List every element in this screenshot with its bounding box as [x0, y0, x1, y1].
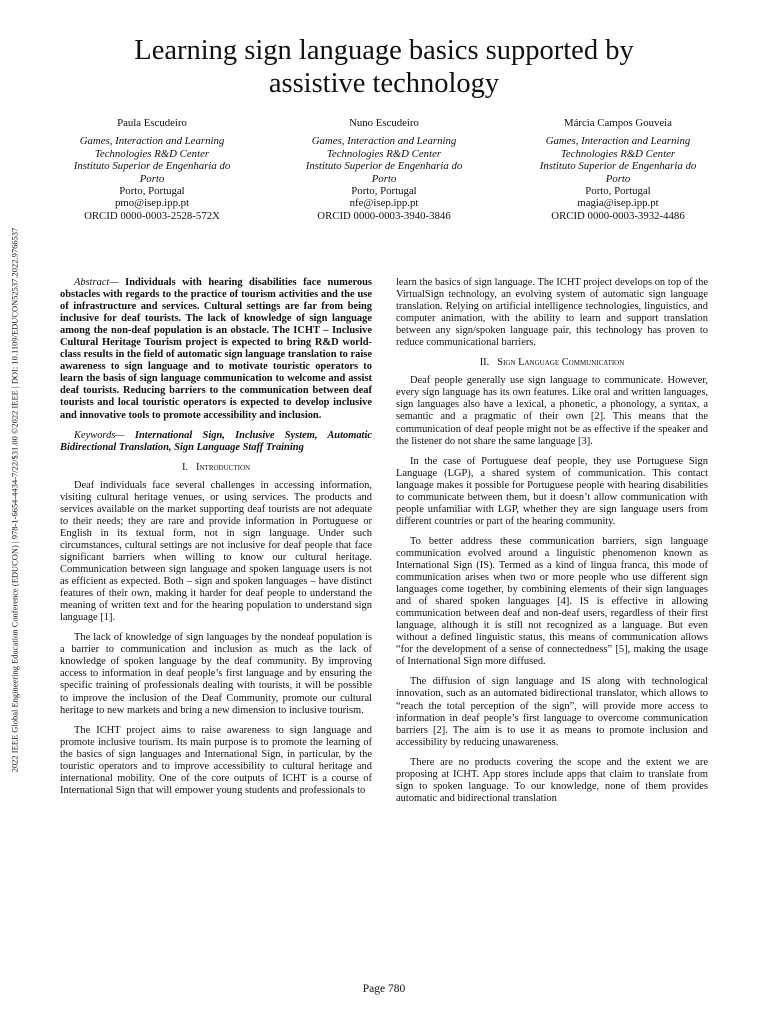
- keywords-label: Keywords—: [74, 429, 125, 441]
- author-affiliation: Games, Interaction and Learning: [311, 135, 457, 148]
- author-email[interactable]: nfe@isep.ipp.pt: [349, 197, 419, 210]
- author-institution: Porto: [371, 172, 397, 185]
- author-2: [284, 117, 484, 222]
- author-institution: Porto: [139, 172, 165, 185]
- author-3: [518, 117, 718, 222]
- title-line-2: assistive technology: [268, 68, 500, 99]
- page-number: Page 780: [362, 983, 406, 995]
- author-email[interactable]: pmo@isep.ipp.pt: [114, 197, 190, 210]
- author-name: Paula Escudeiro: [117, 117, 187, 129]
- paragraph: The ICHT project aims to raise awareness to sign language and promote inclusive tourism. Its main purpose is to promote the learning of the basics of sign languages and International Sign, in particular, by the touristic operators and to improve accessibility to cultural heritage and international mobility. One of the core outputs of ICHT is a course of International Sign that will empower young students and professionals to: [60, 724, 372, 796]
- author-institution: Porto: [605, 172, 631, 185]
- author-block: [44, 117, 724, 237]
- author-institution: Instituto Superior de Engenharia do: [305, 160, 463, 173]
- section-number: II.: [479, 357, 490, 369]
- author-affiliation: Games, Interaction and Learning: [545, 135, 691, 148]
- keywords-text: International Sign, Inclusive System, Automatic Bidirectional Translation, Sign Language Staff Training: [60, 429, 372, 453]
- author-affiliation: Technologies R&D Center: [560, 147, 676, 160]
- section-title: Introduction: [196, 461, 251, 473]
- section-title: Sign Language Communication: [497, 357, 625, 369]
- abstract-label: Abstract—: [74, 277, 119, 288]
- author-email[interactable]: magia@isep.ipp.pt: [577, 197, 659, 210]
- author-institution: Instituto Superior de Engenharia do: [539, 160, 697, 173]
- paper-title: [60, 34, 708, 100]
- abstract-text: Individuals with hearing disabilities face numerous obstacles with regards to the practice of tourism activities and the use of infrastructure and services. Cultural settings are far from being inclusive for deaf tourists. The lack of knowledge of sign language among the non-deaf population is an obstacle. The ICHT – Inclusive Cultural Heritage Tourism project is expected to bring R&D world-class results in the field of automatic sign language translation to raise awareness to sign language and to motivate touristic operators to learn the basis of sign language communication to welcome and assist deaf tourists. Reducing barriers to the communication between deaf tourists and local touristic operators is expected to develop inclusive and innovative tools to promote accessibility and inclusion.: [60, 277, 372, 421]
- author-name: Nuno Escudeiro: [349, 117, 419, 129]
- paragraph: In the case of Portuguese deaf people, they use Portuguese Sign Language (LGP), a shared system of communication. This contact language makes it possible for Portuguese people with hearing disabilities to communicate between them, but it doesn’t allow communication with people unfamiliar with LGP, whether they are sign language users from different countries or part of the hearing community.: [396, 455, 708, 527]
- author-1: [52, 117, 252, 222]
- author-orcid: ORCID 0000-0003-2528-572X: [84, 209, 220, 222]
- author-location: Porto, Portugal: [585, 185, 651, 198]
- author-location: Porto, Portugal: [351, 185, 417, 198]
- left-column: [60, 277, 372, 805]
- author-location: Porto, Portugal: [119, 185, 185, 198]
- paragraph: To better address these communication barriers, sign language communication evolved around a linguistic phenomenon known as International Sign (IS). Termed as a kind of lingua franca, this mode of communication arises when two or more people who use different sign languages come together, by combining elements of their sign languages and of shared spoken languages [4]. IS is effective in allowing communication between deaf and non-deaf users, regardless of their first language, although it is still not recognized as a language. But even without a defined linguistic status, this means of communication allows “for the development of a sense of connectedness” [5], making the usage of International Sign more diffused.: [396, 535, 708, 668]
- section-heading-introduction: [60, 462, 372, 474]
- title-line-1: Learning sign language basics supported by: [134, 35, 634, 66]
- paragraph: There are no products covering the scope and the extent we are proposing at ICHT. App stores include apps that claim to translate from sign to spoken language. To our knowledge, none of them provides automatic and bidirectional translation: [396, 756, 708, 804]
- author-institution: Instituto Superior de Engenharia do: [73, 160, 231, 173]
- author-affiliation: Technologies R&D Center: [94, 147, 210, 160]
- author-affiliation: Games, Interaction and Learning: [79, 135, 225, 148]
- author-name: Márcia Campos Gouveia: [564, 117, 672, 129]
- section-heading-sign-language-communication: [396, 357, 708, 369]
- paragraph: Deaf individuals face several challenges in accessing information, visiting cultural heritage venues, or using services. The products and services available on the market supporting deaf tourists are not adequate to their needs; they are rare and provide information in Portuguese or English in its textual form, not in sign language. Under such circumstances, cultural settings are not inclusive for deaf people that face significant barriers when willing to know our cultural heritage. Communication between sign language and spoken language users is not as efficient as expected. Both – sign and spoken languages – have distinct features of their own, making it harder for deaf people to understand the meaning of written text and for the hearing population to understand sign language [1].: [60, 479, 372, 624]
- sidebar-text: 2022 IEEE Global Engineering Education Conference (EDUCON) | 978-1-6654-4434-7/22/$31.00 ©2022 IEEE | DOI: 10.1109/EDUCON52537.2022.9766537: [10, 227, 20, 773]
- keywords: [60, 430, 372, 454]
- paragraph: The lack of knowledge of sign languages by the nondeaf population is a barrier to communication and inclusion as much as the lack of knowledge of spoken language by the deaf community. By improving access to information in deaf people’s first language and by ensuring the specific training of professionals dealing with tourists, it will be possible to improve the inclusion of the Deaf Community, promote our cultural heritage to new markets and bring a new dimension to inclusive tourism.: [60, 632, 372, 716]
- paragraph: Deaf people generally use sign language to communicate. However, every sign language has its own features. Like oral and written languages, sign languages also have a lexical, a phonetic, a phonology, a syntax, a semantic and a pragmatic of their own [2]. This means that the communication of deaf people might not be as effective if the speaker and the listener do not share the same language [3].: [396, 375, 708, 447]
- paragraph: The diffusion of sign language and IS along with technological innovation, such as an automated bidirectional translator, which allows to “reach the total perception of the sign”, will provide more access to information in deaf people’s first language to overcome communication barriers [2]. The aim is to use it as means to promote inclusion and accessibility by reducing unawareness.: [396, 676, 708, 748]
- right-column: [396, 277, 708, 813]
- abstract: [60, 277, 372, 422]
- author-affiliation: Technologies R&D Center: [326, 147, 442, 160]
- author-orcid: ORCID 0000-0003-3940-3846: [317, 209, 451, 222]
- section-number: I.: [181, 461, 189, 473]
- paragraph: learn the basics of sign language. The ICHT project develops on top of the VirtualSign technology, an evolving system of automatic sign language translation. Relying on artificial intelligence technologies, linguistics, and computer animation, with the ability to learn and support translation between any sign/spoken language pair, this technology has proven to reduce communicational barriers.: [396, 277, 708, 349]
- ieee-copyright-sidebar: [6, 160, 24, 840]
- author-orcid: ORCID 0000-0003-3932-4486: [551, 209, 685, 222]
